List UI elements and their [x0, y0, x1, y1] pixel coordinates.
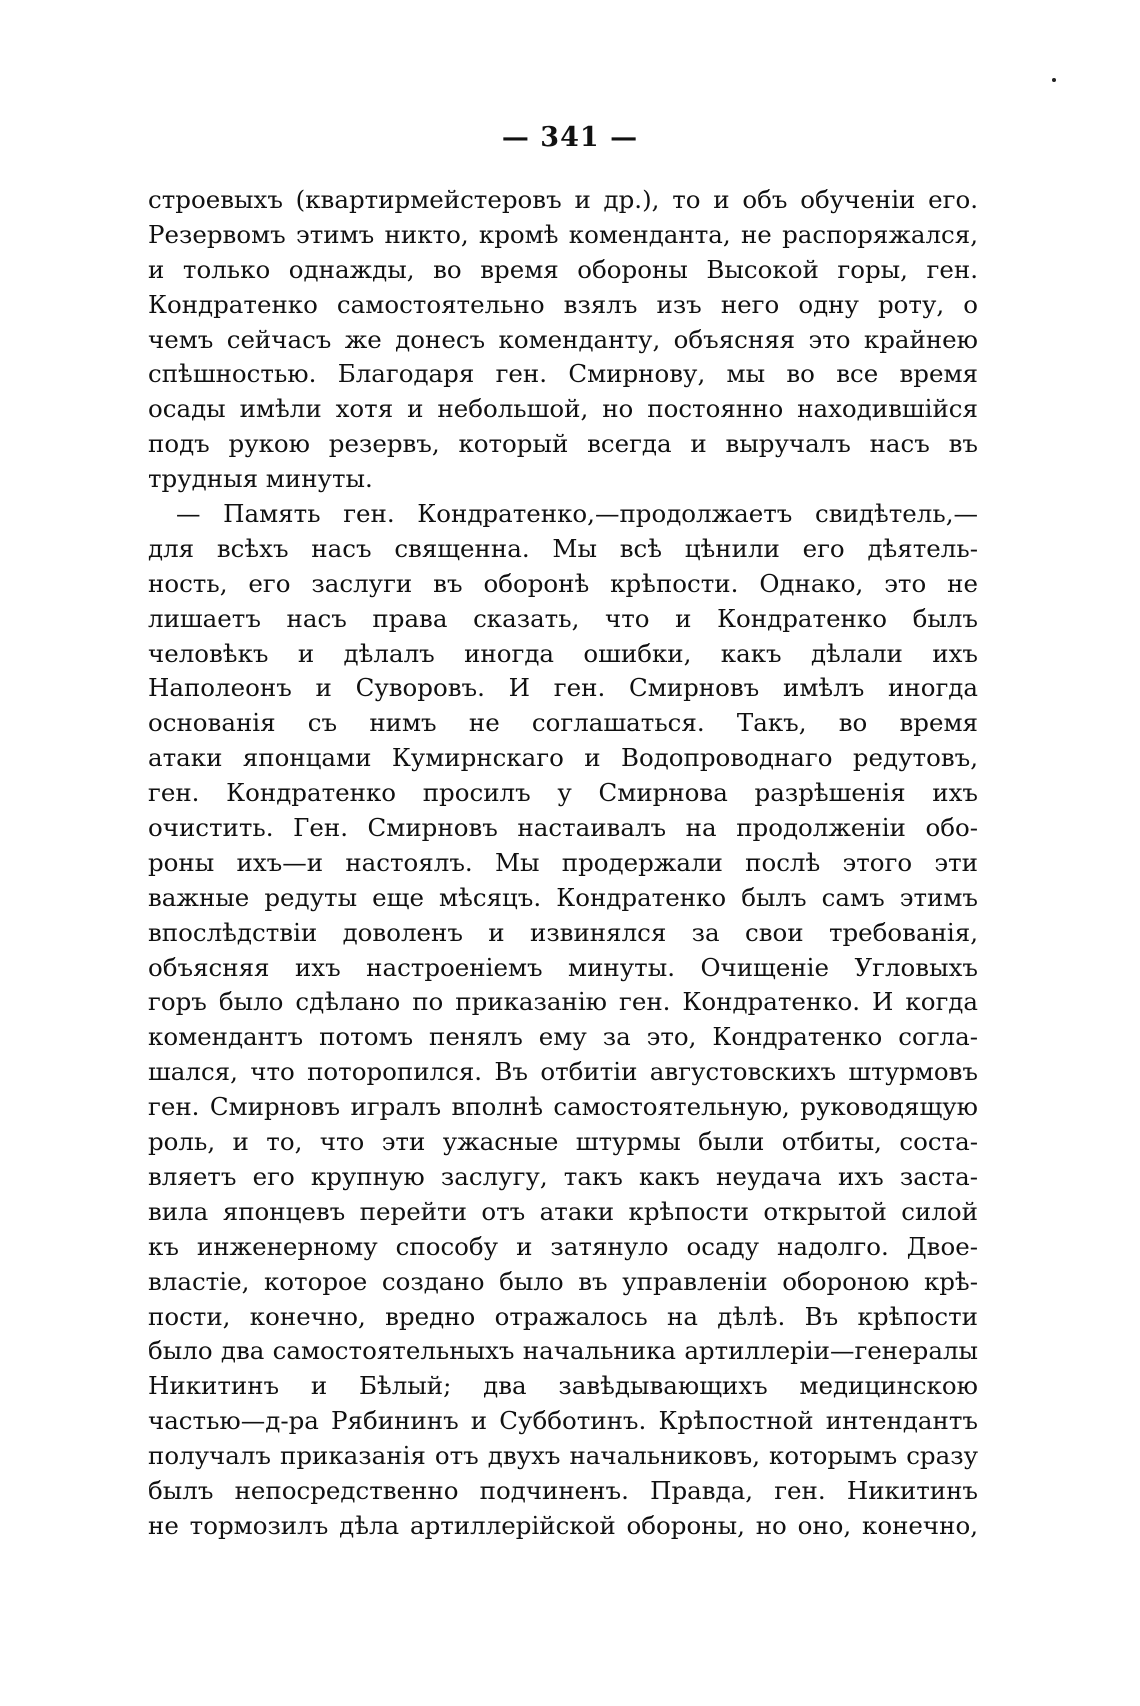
text-line: Наполеонъ и Суворовъ. И ген. Смирновъ имѣлъ иногда [148, 673, 978, 703]
page-number: — 341 — [501, 122, 639, 153]
text-line: ность, его заслуги въ оборонѣ крѣпости. Однако, это не [148, 568, 978, 598]
body-text [148, 183, 978, 1544]
text-line: и только однажды, во время обороны Высокой горы, ген. [148, 254, 978, 284]
text-line: чемъ сейчасъ же донесъ коменданту, объясняя это крайнею [148, 324, 978, 354]
text-line: лишаетъ насъ права сказать, что и Кондратенко былъ [148, 603, 978, 633]
text-line: строевыхъ (квартирмейстеровъ и др.), то и объ обученіи его. [148, 185, 978, 214]
text-line: шался, что поторопился. Въ отбитіи августовскихъ штурмовъ [148, 1057, 978, 1087]
text-line: Никитинъ и Бѣлый; два завѣдывающихъ медицинскою [148, 1371, 978, 1401]
paragraph-start-line: — Память ген. Кондратенко,—продолжаетъ свидѣтель,— [176, 499, 978, 529]
text-line: вляетъ его крупную заслугу, такъ какъ неудача ихъ заста- [148, 1161, 978, 1191]
text-line: подъ рукою резервъ, который всегда и выручалъ насъ въ [148, 429, 978, 459]
text-line: пости, конечно, вредно отражалось на дѣлѣ. Въ крѣпости [148, 1301, 978, 1331]
text-line: осады имѣли хотя и небольшой, но постоянно находившійся [148, 394, 978, 424]
text-line: вила японцевъ перейти отъ атаки крѣпости открытой силой [148, 1196, 978, 1226]
scan-speck [1052, 78, 1056, 82]
text-line: впослѣдствіи доволенъ и извинялся за свои требованія, [148, 917, 978, 947]
text-line: получалъ приказанія отъ двухъ начальниковъ, которымъ сразу [148, 1441, 978, 1471]
text-line: роны ихъ—и настоялъ. Мы продержали послѣ этого эти [148, 847, 978, 877]
text-line: очистить. Ген. Смирновъ настаивалъ на продолженіи обо- [148, 813, 978, 843]
text-line: основанія съ нимъ не соглашаться. Такъ, во время [148, 708, 978, 738]
text-line: не тормозилъ дѣла артиллерійской обороны, но оно, конечно, [148, 1510, 978, 1540]
text-line: ген. Смирновъ игралъ вполнѣ самостоятельную, руководящую [148, 1092, 978, 1122]
text-line: важные редуты еще мѣсяцъ. Кондратенко былъ самъ этимъ [148, 882, 978, 912]
text-line: спѣшностью. Благодаря ген. Смирнову, мы во все время [148, 359, 978, 389]
text-line: для всѣхъ насъ священна. Мы всѣ цѣнили его дѣятель- [148, 533, 978, 563]
text-line: былъ непосредственно подчиненъ. Правда, ген. Никитинъ [148, 1475, 978, 1505]
text-line: объясняя ихъ настроеніемъ минуты. Очищеніе Угловыхъ [148, 952, 978, 982]
text-line: трудныя минуты. [148, 464, 373, 494]
text-line: горъ было сдѣлано по приказанію ген. Кондратенко. И когда [148, 987, 978, 1017]
text-line: роль, и то, что эти ужасные штурмы были отбиты, соста- [148, 1127, 978, 1157]
text-line: человѣкъ и дѣлалъ иногда ошибки, какъ дѣлали ихъ [148, 638, 978, 668]
text-line: властіе, которое создано было въ управленіи обороною крѣ- [148, 1266, 978, 1296]
text-line: комендантъ потомъ пенялъ ему за это, Кондратенко согла- [148, 1022, 978, 1052]
text-line: Кондратенко самостоятельно взялъ изъ него одну роту, о [148, 289, 978, 319]
text-line: было два самостоятельныхъ начальника артиллеріи—генералы [148, 1336, 978, 1366]
text-line: атаки японцами Кумирнскаго и Водопроводнаго редутовъ, [148, 743, 978, 773]
text-line: частью—д-ра Рябининъ и Субботинъ. Крѣпостной интендантъ [148, 1406, 978, 1436]
text-line: Резервомъ этимъ никто, кромѣ коменданта, не распоряжался, [148, 219, 978, 249]
text-line: къ инженерному способу и затянуло осаду надолго. Двое- [148, 1231, 978, 1261]
text-line: ген. Кондратенко просилъ у Смирнова разрѣшенія ихъ [148, 778, 978, 808]
